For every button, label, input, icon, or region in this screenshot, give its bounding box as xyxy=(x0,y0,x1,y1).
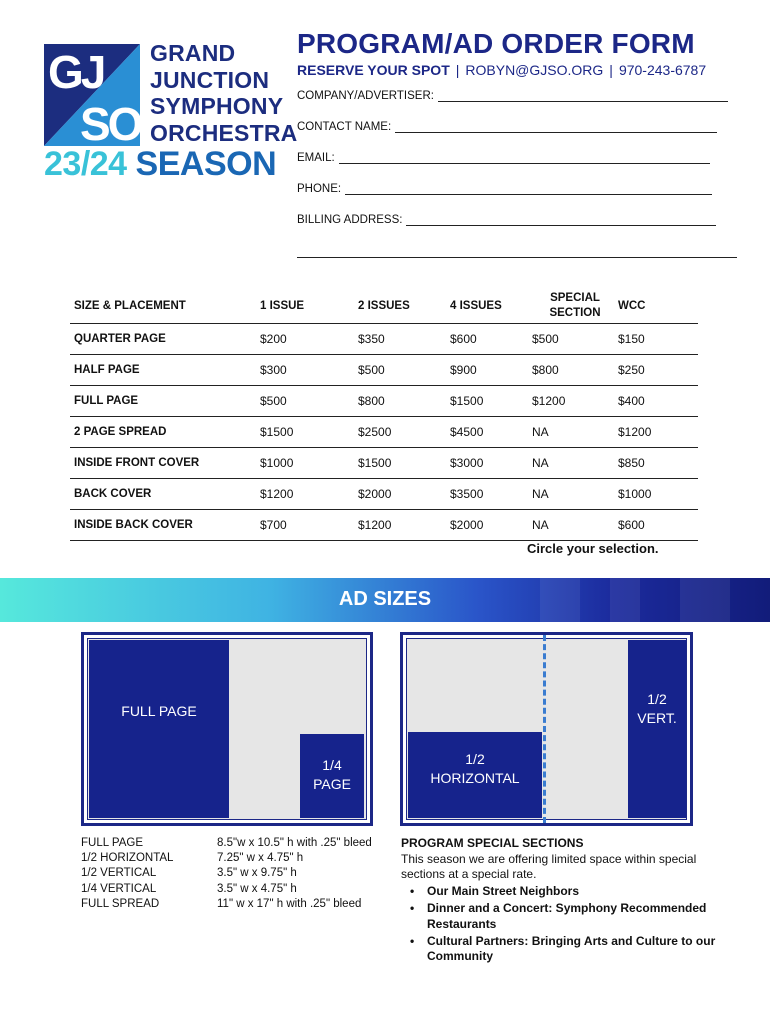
form-title: PROGRAM/AD ORDER FORM xyxy=(297,28,695,59)
table-cell[interactable]: $350 xyxy=(358,332,385,346)
spec-value: 8.5"w x 10.5" h with .25" bleed xyxy=(217,837,372,849)
half-horizontal-label-top: 1/2 xyxy=(465,751,485,767)
table-cell[interactable]: $700 xyxy=(260,518,287,532)
contact-email-link[interactable]: ROBYN@GJSO.ORG xyxy=(465,62,604,78)
table-cell[interactable]: $600 xyxy=(618,518,645,532)
list-item: • Our Main Street Neighbors xyxy=(401,884,731,900)
table-cell[interactable]: $850 xyxy=(618,456,645,470)
special-sections-intro: This season we are offering limited space within special sections at a special rate. xyxy=(401,851,697,881)
table-row[interactable] xyxy=(70,510,698,541)
orchestra-name-line: SYMPHONY xyxy=(150,93,284,119)
season-label xyxy=(44,146,276,182)
spec-name: 1/4 VERTICAL xyxy=(81,882,157,895)
table-header-row xyxy=(70,288,698,324)
table-cell: BACK COVER xyxy=(74,488,152,500)
list-item: • Dinner and a Concert: Symphony Recommended Restaurants xyxy=(401,901,731,932)
quarter-label-top: 1/4 xyxy=(322,757,342,773)
table-cell: FULL PAGE xyxy=(74,395,139,407)
page-layout-diagram-left xyxy=(81,632,373,826)
column-header: 1 ISSUE xyxy=(260,299,305,312)
phone-field[interactable] xyxy=(297,183,712,195)
phone-label: PHONE: xyxy=(297,183,342,195)
table-cell[interactable]: $1500 xyxy=(450,394,484,408)
ad-size-names xyxy=(81,836,173,912)
billing-address-field[interactable] xyxy=(297,214,716,226)
page-layout-diagram-right xyxy=(400,632,693,826)
table-cell[interactable]: $1200 xyxy=(260,487,294,501)
logo-mark-top: GJ xyxy=(48,46,104,98)
table-cell[interactable]: $1200 xyxy=(532,394,566,408)
table-row[interactable] xyxy=(70,479,698,510)
table-row[interactable] xyxy=(70,386,698,417)
billing-address-line-2[interactable] xyxy=(297,257,737,258)
table-cell[interactable]: $1000 xyxy=(260,456,294,470)
separator: | xyxy=(455,62,460,78)
orchestra-name-line: JUNCTION xyxy=(150,66,270,93)
half-horizontal-block xyxy=(408,732,542,818)
table-cell[interactable]: $500 xyxy=(532,332,559,346)
special-sections xyxy=(401,836,731,965)
table-cell[interactable]: $1500 xyxy=(260,425,294,439)
page-fold-line xyxy=(543,635,546,823)
table-cell: INSIDE BACK COVER xyxy=(74,519,193,531)
spec-value: 3.5" w x 9.75" h xyxy=(217,867,297,880)
logo-mark-bottom: SO xyxy=(80,98,140,146)
spec-name: 1/2 VERTICAL xyxy=(81,867,157,880)
spec-name: FULL SPREAD xyxy=(81,897,160,910)
company-label: COMPANY/ADVERTISER: xyxy=(297,90,434,102)
table-cell[interactable]: NA xyxy=(532,425,549,439)
table-cell[interactable]: $250 xyxy=(618,363,645,377)
table-cell[interactable]: $2000 xyxy=(450,518,484,532)
phone-input-line[interactable] xyxy=(345,185,712,195)
half-vertical-label-top: 1/2 xyxy=(647,691,667,707)
company-input-line[interactable] xyxy=(438,92,728,102)
reserve-label: RESERVE YOUR SPOT xyxy=(297,62,450,78)
table-cell[interactable]: $500 xyxy=(260,394,287,408)
table-cell: 2 PAGE SPREAD xyxy=(74,426,167,438)
column-header: SIZE & PLACEMENT xyxy=(74,299,186,312)
table-cell[interactable]: $400 xyxy=(618,394,645,408)
half-vertical-label-bottom: VERT. xyxy=(637,710,677,726)
email-input-line[interactable] xyxy=(339,154,710,164)
table-cell[interactable]: $800 xyxy=(532,363,559,377)
quarter-page-block xyxy=(300,734,364,818)
table-row[interactable] xyxy=(70,448,698,479)
table-cell[interactable]: $500 xyxy=(358,363,385,377)
spec-value: 7.25" w x 4.75" h xyxy=(217,852,304,865)
special-sections-heading: PROGRAM SPECIAL SECTIONS xyxy=(401,836,584,850)
table-row[interactable] xyxy=(70,355,698,386)
table-cell[interactable]: $150 xyxy=(618,332,645,346)
table-row[interactable] xyxy=(70,417,698,448)
column-header: WCC xyxy=(618,299,646,312)
table-cell[interactable]: $900 xyxy=(450,363,477,377)
table-cell[interactable]: NA xyxy=(532,456,549,470)
table-cell[interactable]: $3500 xyxy=(450,487,484,501)
table-cell[interactable]: $3000 xyxy=(450,456,484,470)
table-cell[interactable]: $1200 xyxy=(618,425,652,439)
gjso-logo-mark xyxy=(44,44,140,146)
table-cell[interactable]: $600 xyxy=(450,332,477,346)
contact-line xyxy=(297,62,706,78)
separator: | xyxy=(609,62,613,78)
special-sections-list xyxy=(401,884,731,965)
table-cell[interactable]: $200 xyxy=(260,332,287,346)
company-field[interactable] xyxy=(297,90,728,102)
full-page-label: FULL PAGE xyxy=(121,703,197,719)
billing-input-line[interactable] xyxy=(406,216,716,226)
orchestra-name-line: ORCHESTRA xyxy=(150,119,298,146)
table-cell[interactable]: NA xyxy=(532,518,549,532)
column-header: 4 ISSUES xyxy=(450,299,502,312)
half-horizontal-label-bottom: HORIZONTAL xyxy=(430,770,520,786)
full-page-block xyxy=(89,640,229,818)
price-table xyxy=(70,288,698,541)
table-cell[interactable]: $1200 xyxy=(358,518,392,532)
table-cell[interactable]: $2500 xyxy=(358,425,392,439)
table-cell[interactable]: $1500 xyxy=(358,456,392,470)
table-row[interactable] xyxy=(70,324,698,355)
billing-address-label: BILLING ADDRESS: xyxy=(297,214,403,226)
table-cell[interactable]: $1000 xyxy=(618,487,652,501)
contact-name-label: CONTACT NAME: xyxy=(297,121,392,133)
contact-phone: 970-243-6787 xyxy=(618,62,707,78)
table-cell: QUARTER PAGE xyxy=(74,333,166,345)
table-cell[interactable]: $800 xyxy=(358,394,385,408)
ad-sizes-title: AD SIZES xyxy=(338,588,432,610)
table-cell[interactable]: $4500 xyxy=(450,425,484,439)
table-cell: INSIDE FRONT COVER xyxy=(74,457,200,469)
table-cell: HALF PAGE xyxy=(74,364,140,376)
orchestra-name-line: GRAND xyxy=(150,40,236,66)
half-vertical-block xyxy=(628,640,686,818)
table-cell[interactable]: $300 xyxy=(260,363,287,377)
spec-name: 1/2 HORIZONTAL xyxy=(81,852,174,865)
season-years: 23/24 xyxy=(44,145,127,183)
ad-size-dimensions xyxy=(217,836,372,912)
column-header: 2 ISSUES xyxy=(358,299,410,312)
list-item: • Cultural Partners: Bringing Arts and Culture to our Community xyxy=(401,934,731,965)
column-header: SPECIAL SECTION xyxy=(549,291,601,319)
circle-selection-note: Circle your selection. xyxy=(527,541,659,556)
contact-name-field[interactable] xyxy=(297,121,717,133)
table-cell[interactable]: NA xyxy=(532,487,549,501)
spec-value: 11" w x 17" h with .25" bleed xyxy=(217,897,362,910)
table-cell[interactable]: $2000 xyxy=(358,487,392,501)
ad-sizes-banner xyxy=(0,578,770,622)
quarter-label-bottom: PAGE xyxy=(313,776,351,792)
contact-name-input-line[interactable] xyxy=(395,123,717,133)
spec-value: 3.5" w x 4.75" h xyxy=(217,882,297,895)
spec-name: FULL PAGE xyxy=(81,837,143,849)
email-field[interactable] xyxy=(297,152,710,164)
orchestra-name xyxy=(150,40,297,146)
season-word: SEASON xyxy=(135,145,277,183)
email-label: EMAIL: xyxy=(297,152,335,164)
